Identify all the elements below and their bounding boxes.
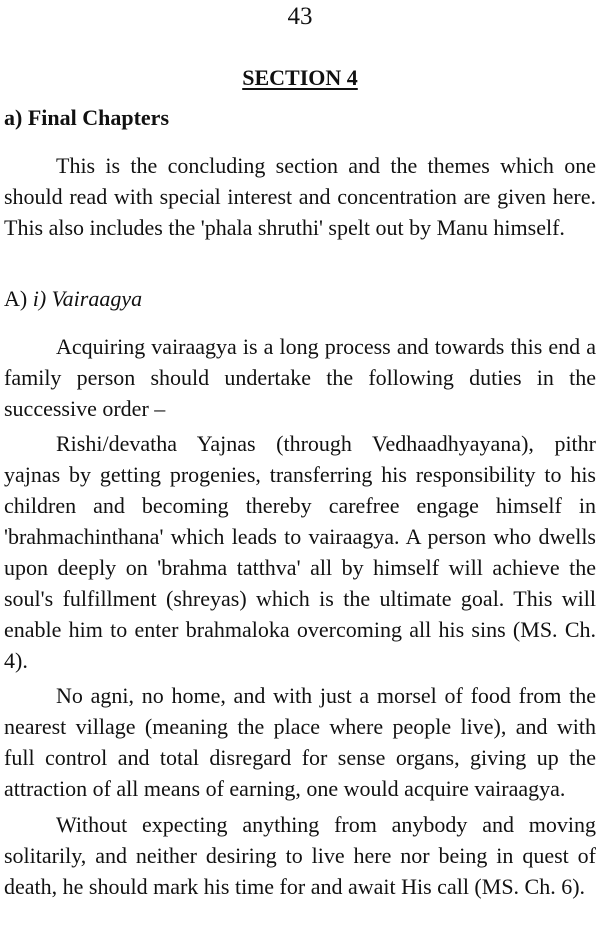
item-heading-vairaagya <box>4 285 142 313</box>
page-number: 43 <box>287 3 313 30</box>
paragraph-without-expecting: Without expecting anything from anybody and moving solitarily, and neither desiring to live here nor being in quest of death, he should mark his time for and await His call (MS. Ch. 6). <box>4 812 596 899</box>
paragraph-yajnas: Rishi/devatha Yajnas (through Vedhaadhyayana), pithr yajnas by getting progenies, transferring his responsibility to his children and becoming thereby carefree engage himself in 'brahmachinthana' which leads to vairaagya. A person who dwells upon deeply on 'brahma tatthva' all by himself will achieve the soul's fulfillment (shreyas) which is the ultimate goal. This will enable him to enter brahmaloka overcoming all his sins (MS. Ch. 4). <box>4 431 596 673</box>
paragraph-intro: This is the concluding section and the themes which one should read with special interest and concentration are given here. This also includes the 'phala shruthi' spelt out by Manu himself. <box>4 153 596 240</box>
paragraph-acquiring-vairaagya: Acquiring vairaagya is a long process and towards this end a family person should undertake the following duties in the successive order – <box>4 334 596 421</box>
section-title: SECTION 4 <box>242 65 358 90</box>
paragraph-no-agni: No agni, no home, and with just a morsel of food from the nearest village (meaning the place where people live), and with full control and total disregard for sense organs, giving up the attraction of all means of earning, one would acquire vairaagya. <box>4 683 596 801</box>
subheading-final-chapters: a) Final Chapters <box>4 105 169 130</box>
item-heading-number: i) <box>32 286 47 311</box>
item-heading-prefix: A) <box>4 286 28 311</box>
item-heading-title: Vairaagya <box>51 286 143 311</box>
